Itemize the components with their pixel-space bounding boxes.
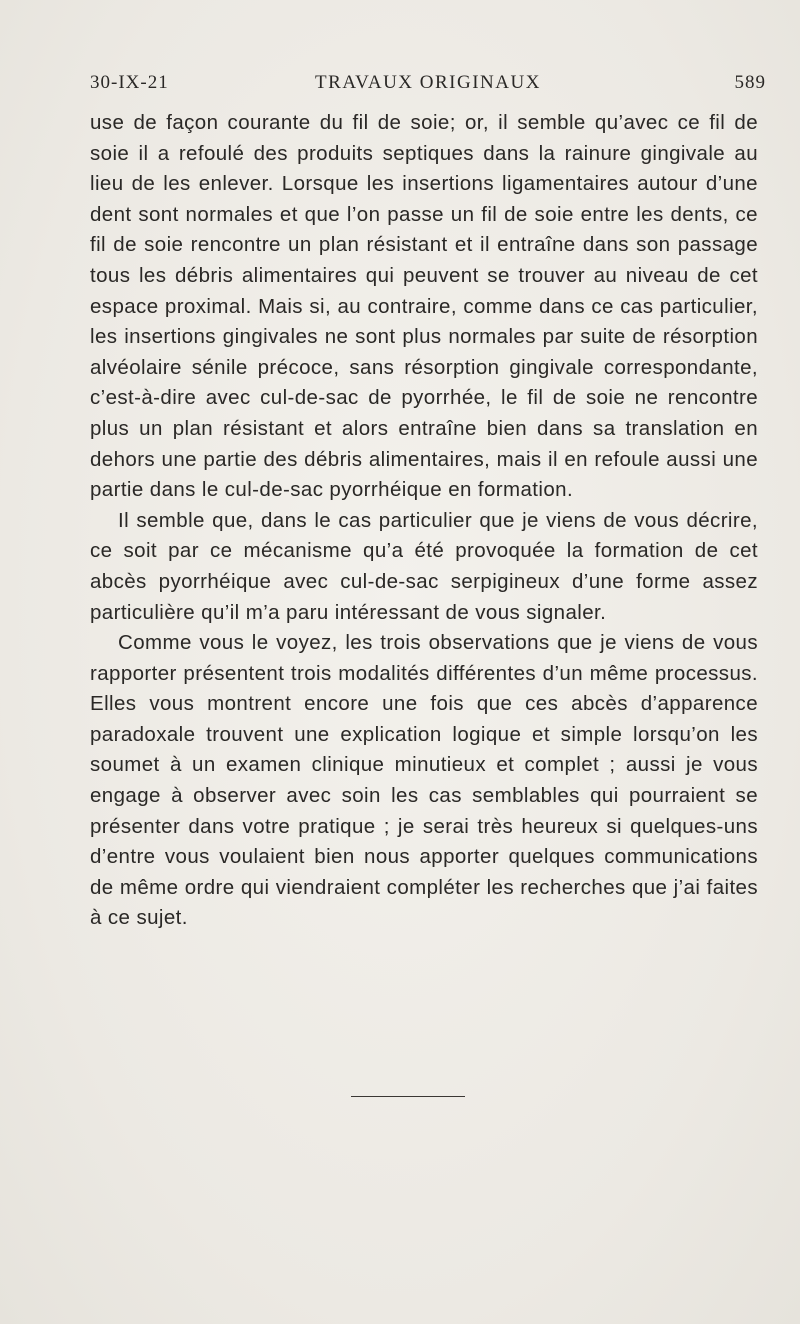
- running-header: [90, 72, 766, 102]
- paragraph: Comme vous le voyez, les trois observations que je viens de vous rapporter présentent trois modalités différentes d’un même processus. Elles vous montrent encore une fois que ces abcès d’apparence paradoxale trouvent une explication logique et simple lorsqu’on les soumet à un examen clinique minutieux et complet ; aussi je vous engage à observer avec soin les cas semblables qui pourraient se présenter dans votre pratique ; je serai très heureux si quelques-uns d’entre vous voulaient bien nous apporter quelques communications de même ordre qui viendraient compléter les recherches que j’ai faites à ce sujet.: [90, 631, 758, 930]
- end-of-article-rule: [351, 1096, 465, 1097]
- paragraph: Il semble que, dans le cas particulier que je viens de vous décrire, ce soit par ce mécanisme qu’a été provoquée la formation de cet abcès pyorrhéique avec cul-de-sac serpigineux d’une forme assez particulière qu’il m’a paru intéressant de vous signaler.: [90, 508, 758, 624]
- page-number: 589: [734, 72, 766, 93]
- header-date: 30-IX-21: [90, 72, 169, 93]
- paragraph-continued: use de façon courante du fil de soie; or, il semble qu’avec ce fil de soie il a refoulé des produits septiques dans la rainure gingivale au lieu de les enlever. Lorsque les insertions ligamentaires autour d’une dent sont normales et que l’on passe un fil de soie entre les dents, ce fil de soie rencontre un plan résistant et il entraîne dans son passage tous les débris alimentaires qui peuvent se trouver au niveau de cet espace proximal. Mais si, au contraire, comme dans ce cas particulier, les insertions gingivales ne sont plus normales par suite de résorption alvéolaire sénile précoce, sans résorption gingivale correspondante, c’est-à-dire avec cul-de-sac de pyorrhée, le fil de soie ne rencontre plus un plan résistant et alors entraîne bien dans sa translation en dehors une partie des débris alimentaires, mais il en refoule aussi une partie dans le cul-de-sac pyorrhéique en formation.: [90, 111, 758, 502]
- header-running-title: TRAVAUX ORIGINAUX: [315, 72, 541, 93]
- article-body: [90, 108, 758, 934]
